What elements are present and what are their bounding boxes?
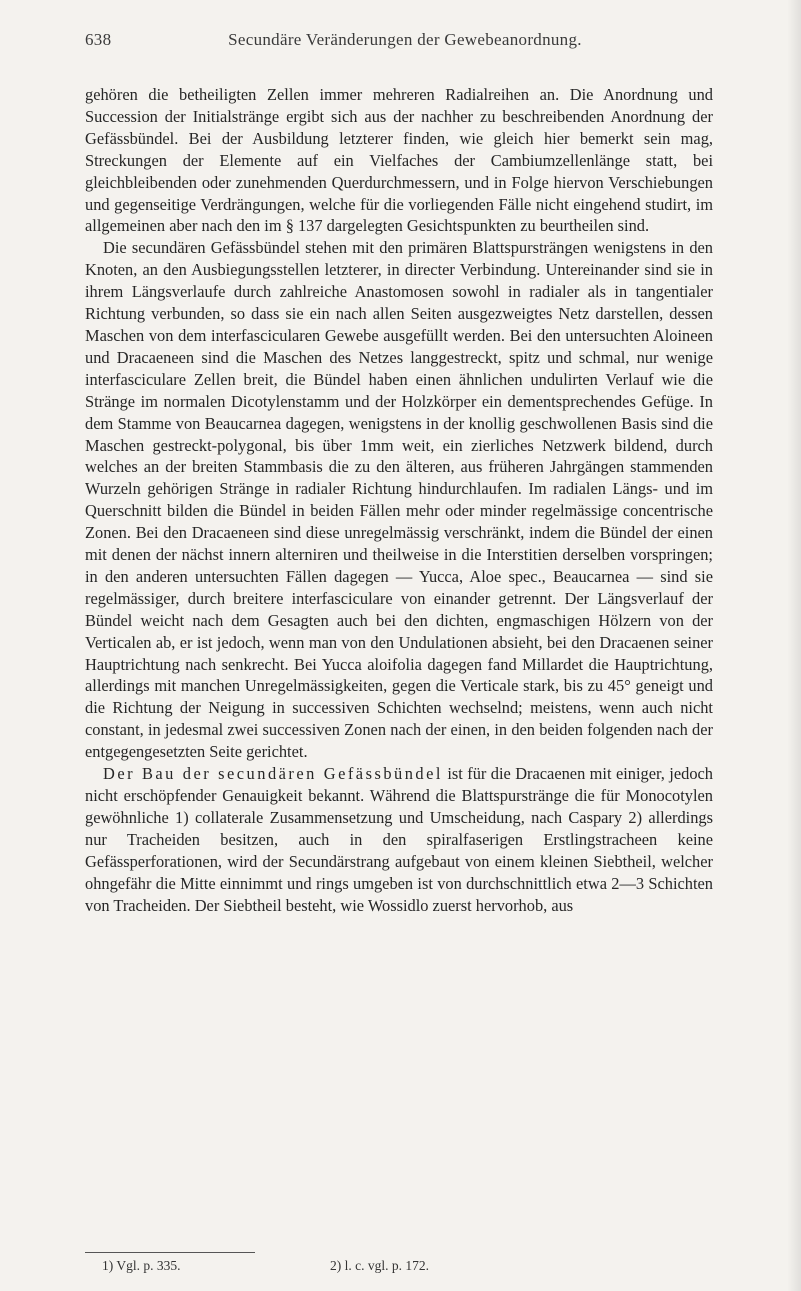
footnote-2: 2) l. c. vgl. p. 172. <box>330 1258 429 1273</box>
spaced-lead: Der Bau der secundären Gefässbündel <box>103 764 443 784</box>
paragraph-1: gehören die betheiligten Zellen immer mehreren Radialreihen an. Die Anordnung und Succession der Initialstränge ergibt sich aus der nachher zu beschreibenden Anordnung der Gefässbündel. Bei der Ausbildung letzterer finden, wie gleich hier bemerkt sein mag, Streckungen der Elemente auf ein Vielfaches der Cambiumzellenlänge statt, bei gleichbleibenden oder zunehmenden Querdurchmessern, und in Folge hiervon Verschiebungen und gegenseitige Verdrängungen, welche für die vorliegenden Fälle nicht eingehend studirt, im allgemeinen aber nach den im § 137 dargelegten Gesichtspunkten zu beurtheilen sind. <box>85 85 713 236</box>
body-text <box>85 84 713 916</box>
page-number: 638 <box>85 30 112 49</box>
running-title: Secundäre Veränderungen der Gewebeanordnung. <box>228 30 582 49</box>
paragraph-3-text: ist für die Dracaenen mit einiger, jedoch nicht erschöpfender Genauigkeit bekannt. Während die Blattspurstränge die für Monocotylen gewöhnliche 1) collaterale Zusammensetzung und Umscheidung, nach Caspary 2) allerdings nur Tracheiden besitzen, auch in den spiralfaserigen Erstlingstracheen keine Gefässperforationen, wird der Secundärstrang aufgebaut von einem kleinen Siebtheil, welcher ohngefähr die Mitte einnimmt und rings umgeben ist von durchschnittlich etwa 2—3 Schichten von Tracheiden. Der Siebtheil besteht, wie Wossidlo zuerst hervorhob, aus <box>85 764 713 915</box>
footnote-1: 1) Vgl. p. 335. <box>102 1258 181 1273</box>
footnote-rule <box>85 1252 255 1253</box>
page-edge-shadow <box>787 0 801 1291</box>
paragraph-3 <box>85 763 713 916</box>
paragraph-2: Die secundären Gefässbündel stehen mit den primären Blattspursträngen wenigstens in den Knoten, an den Ausbiegungsstellen letzterer, in directer Verbindung. Untereinander sind sie in ihrem Längsverlaufe durch zahlreiche Anastomosen sowohl in radialer als in tangentialer Richtung verbunden, so dass sie ein nach allen Seiten ausgezweigtes Netz darstellen, dessen Maschen von dem interfascicularen Gewebe ausgefüllt werden. Bei den untersuchten Aloineen und Dracaeneen sind die Maschen des Netzes langgestreckt, spitz und schmal, nur wenige interfasciculare Zellen breit, die Bündel haben einen ähnlichen undulirten Verlauf wie die Stränge im normalen Dicotylenstamm und der Holzkörper ein dementsprechendes Gefüge. In dem Stamme von Beaucarnea dagegen, wenigstens in der knollig geschwollenen Basis sind die Maschen gestreckt-polygonal, bis über 1mm weit, ein zierliches Netzwerk bildend, durch welches an der breiten Stammbasis die zu den älteren, aus früheren Jahrgängen stammenden Wurzeln gehörigen Stränge in radialer Richtung hindurchlaufen. Im radialen Längs- und im Querschnitt bilden die Bündel in beiden Fällen mehr oder minder regelmässige concentrische Zonen. Bei den Dracaeneen sind diese unregelmässig verschränkt, indem die Bündel der einen mit denen der nächst innern alterniren und theilweise in die Interstitien derselben vorspringen; in den anderen untersuchten Fällen dagegen — Yucca, Aloe spec., Beaucarnea — sind sie regelmässiger, durch breitere interfasciculare von einander getrennt. Der Längsverlauf der Bündel weicht nach dem Gesagten auch bei den dichten, engmaschigen Hölzern von der Verticalen ab, er ist jedoch, wenn man von den Undulationen absieht, bei den Dracaenen seiner Hauptrichtung nach senkrecht. Bei Yucca aloifolia dagegen fand Millardet die Hauptrichtung, allerdings mit manchen Unregelmässigkeiten, gegen die Verticale stark, bis zu 45° geneigt und die Richtung der Neigung in successiven Schichten wechselnd; meistens, wenn auch nicht constant, in jedesmal zwei successiven Zonen nach der einen, in den beiden folgenden nach der entgegengesetzten Seite gerichtet. <box>85 238 713 762</box>
